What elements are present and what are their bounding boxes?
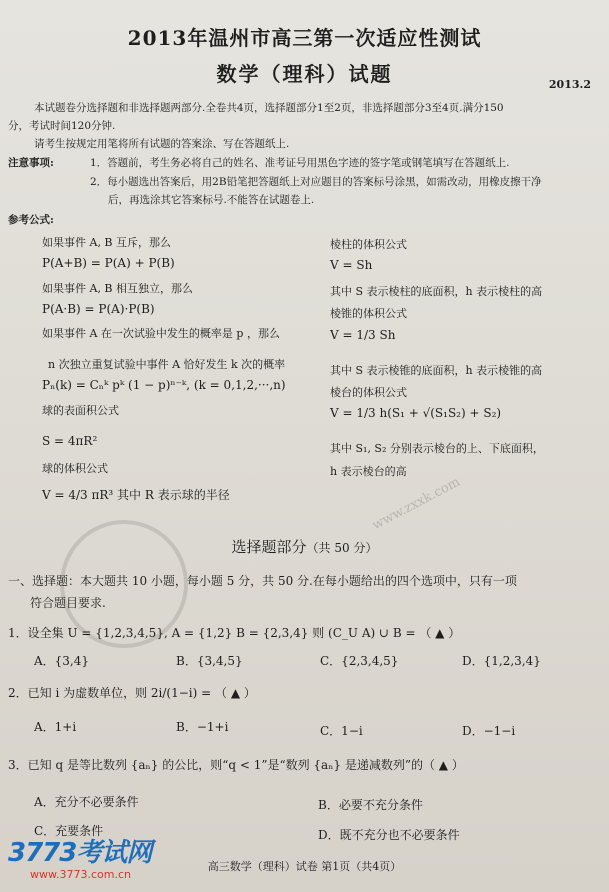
- notice-item: 1．答题前，考生务必将自己的姓名、准考证号用黑色字迹的签字笔或钢笔填写在答题纸上.: [90, 157, 510, 169]
- page-title: 2013年温州市高三第一次适应性测试: [127, 26, 482, 50]
- formula-line: 如果事件 A, B 相互独立，那么: [42, 282, 194, 295]
- notice-item: 后，再选涂其它答案标号.不能答在试题卷上.: [108, 194, 315, 206]
- page-subtitle: 数学（理科）试题: [216, 62, 393, 86]
- formula-line: 球的体积公式: [42, 462, 108, 475]
- formula-line: V = 1/3 h(S₁ + √(S₁S₂) + S₂): [330, 406, 502, 420]
- page-footer: 高三数学（理科）试卷 第1页（共4页）: [207, 860, 402, 873]
- formula-line: 其中 S 表示棱锥的底面积，h 表示棱锥的高: [330, 364, 543, 377]
- question-1-option-d: D．{1,2,3,4}: [462, 654, 541, 668]
- question-3-option-a: A．充分不必要条件: [34, 795, 139, 809]
- formula-line: 棱台的体积公式: [330, 386, 407, 399]
- question-3-stem: 3．已知 q 是等比数列 {aₙ} 的公比，则“q < 1”是“数列 {aₙ} 是递减数列”的（ ▲ ）: [8, 758, 464, 772]
- site-logo-url: www.3773.com.cn: [30, 868, 131, 881]
- question-2-option-b: B．−1+i: [176, 720, 229, 734]
- notice-item: 2．每小题选出答案后，用2B铅笔把答题纸上对应题目的答案标号涂黑，如需改动，用橡皮擦干净: [90, 176, 542, 188]
- intro-line: 请考生按规定用笔将所有试题的答案涂、写在答题纸上.: [34, 138, 290, 150]
- formula-line: 棱锥的体积公式: [330, 307, 407, 320]
- exam-date: 2013.2: [548, 78, 591, 91]
- question-1-stem: 1．设全集 U = {1,2,3,4,5}, A = {1,2} B = {2,3,4} 则 (C_U A) ∪ B = （ ▲ ）: [8, 626, 461, 640]
- formula-line: n 次独立重复试验中事件 A 恰好发生 k 次的概率: [48, 358, 286, 371]
- formula-line: 棱柱的体积公式: [330, 238, 407, 251]
- formula-line: V = Sh: [330, 258, 373, 272]
- question-2-stem: 2．已知 i 为虚数单位，则 2i/(1−i) = （ ▲ ）: [8, 686, 256, 700]
- formula-line: Pₙ(k) = Cₙᵏ pᵏ (1 − p)ⁿ⁻ᵏ, (k = 0,1,2,···,n): [42, 378, 286, 392]
- question-2-option-a: A．1+i: [34, 720, 77, 734]
- site-logo: 3773考试网: [8, 838, 152, 868]
- question-3-option-b: B．必要不充分条件: [318, 798, 423, 812]
- formula-line: V = 1/3 Sh: [330, 328, 396, 342]
- part-instructions: 一、选择题：本大题共 10 小题，每小题 5 分，共 50 分.在每小题给出的四个选项中，只有一项: [8, 574, 517, 588]
- formula-line: S = 4πR²: [42, 434, 98, 448]
- question-3-option-d: D．既不充分也不必要条件: [318, 828, 460, 842]
- question-2-option-c: C．1−i: [320, 724, 363, 738]
- intro-line: 本试题卷分选择题和非选择题两部分.全卷共4页，选择题部分1至2页，非选择题部分3至4页.满分150: [34, 102, 504, 114]
- section-title-text: 选择题部分: [231, 538, 307, 556]
- question-1-option-a: A．{3,4}: [34, 654, 90, 668]
- question-3-option-c: C．充要条件: [34, 824, 104, 838]
- question-1-option-c: C．{2,3,4,5}: [320, 654, 399, 668]
- reference-label: 参考公式:: [8, 214, 54, 226]
- section-points: （共 50 分）: [306, 541, 378, 555]
- formula-line: h 表示棱台的高: [330, 465, 407, 478]
- formula-line: 其中 S₁, S₂ 分别表示棱台的上、下底面积，: [330, 442, 544, 455]
- watermark-text: www.zxxk.com: [370, 474, 463, 534]
- question-1-option-b: B．{3,4,5}: [176, 654, 243, 668]
- formula-line: 如果事件 A 在一次试验中发生的概率是 p ，那么: [42, 327, 280, 340]
- intro-line: 分，考试时间120分钟.: [8, 120, 116, 132]
- question-2-option-d: D．−1−i: [462, 724, 516, 738]
- formula-line: 球的表面积公式: [42, 404, 119, 417]
- formula-line: 其中 S 表示棱柱的底面积，h 表示棱柱的高: [330, 285, 543, 298]
- notice-label: 注意事项:: [8, 157, 54, 169]
- section-title: [0, 536, 609, 557]
- formula-line: P(A·B) = P(A)·P(B): [42, 302, 155, 316]
- formula-line: V = 4/3 πR³ 其中 R 表示球的半径: [42, 488, 230, 502]
- formula-line: 如果事件 A, B 互斥，那么: [42, 236, 172, 249]
- formula-line: P(A+B) = P(A) + P(B): [42, 256, 175, 270]
- part-instructions: 符合题目要求.: [30, 596, 106, 610]
